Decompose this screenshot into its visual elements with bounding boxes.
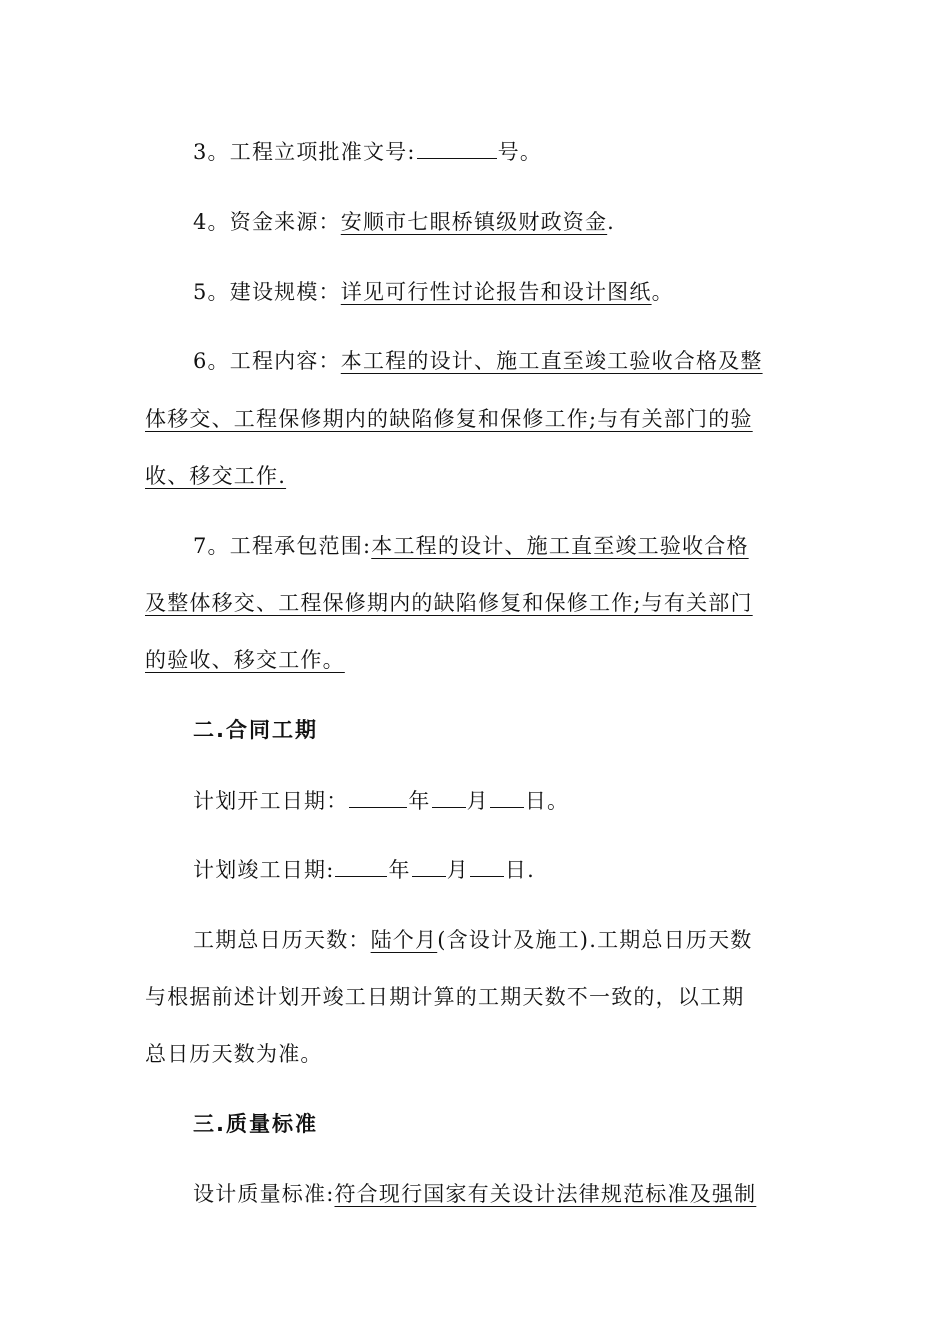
construction-scale-value: 详见可行性讨论报告和设计图纸 (340, 280, 652, 304)
approval-number-line (193, 138, 810, 166)
total-days-value: 陆个月 (370, 928, 438, 952)
start-month-blank (432, 787, 466, 808)
funding-source-end: . (607, 210, 616, 234)
contract-scope-label: 7。工程承包范围: (193, 534, 372, 558)
planned-completion-label: 计划竣工日期: (193, 858, 335, 882)
contract-scope-line-3 (145, 646, 810, 674)
funding-source-line (193, 208, 810, 236)
construction-scale-line (193, 278, 810, 306)
start-day-blank (490, 787, 524, 808)
total-days-label: 工期总日历天数： (193, 928, 371, 952)
end-day-blank (470, 856, 504, 877)
end-month-blank (412, 856, 446, 877)
end-day-unit: 日. (504, 858, 535, 882)
end-year-unit: 年 (388, 858, 411, 882)
project-content-label: 6。工程内容： (193, 349, 341, 373)
end-month-unit: 月 (446, 858, 469, 882)
contract-scope-text-3: 的验收、移交工作。 (145, 648, 345, 672)
approval-number-blank (417, 138, 497, 159)
start-month-unit: 月 (466, 789, 489, 813)
section-quality-standard-heading: 三.质量标准 (193, 1112, 318, 1136)
contract-scope-line-1 (193, 532, 810, 560)
planned-completion-date-line (193, 856, 810, 884)
project-content-line-3 (145, 462, 810, 490)
project-content-text-1: 本工程的设计、施工直至竣工验收合格及整 (340, 349, 763, 373)
total-days-line-1 (193, 926, 810, 954)
approval-number-suffix: 号。 (497, 140, 543, 164)
total-days-line-3: 总日历天数为准。 (145, 1042, 323, 1066)
section-contract-period-heading: 二.合同工期 (193, 718, 318, 742)
start-day-unit: 日。 (524, 789, 570, 813)
total-days-line-2: 与根据前述计划开竣工日期计算的工期天数不一致的，以工期 (145, 985, 745, 1009)
end-year-blank (335, 856, 387, 877)
project-content-line-1 (193, 347, 810, 375)
start-year-blank (349, 787, 407, 808)
total-days-rest: (含设计及施工).工期总日历天数 (437, 928, 753, 952)
funding-source-value: 安顺市七眼桥镇级财政资金 (340, 210, 608, 234)
project-content-line-2 (145, 405, 810, 433)
planned-start-date-line (193, 787, 810, 815)
design-quality-line (193, 1180, 810, 1208)
contract-scope-text-2: 及整体移交、工程保修期内的缺陷修复和保修工作;与有关部门 (145, 591, 753, 615)
planned-start-label: 计划开工日期： (193, 789, 349, 813)
funding-source-label: 4。资金来源： (193, 210, 341, 234)
design-quality-label: 设计质量标准: (193, 1182, 335, 1206)
design-quality-value: 符合现行国家有关设计法律规范标准及强制 (334, 1182, 757, 1206)
contract-scope-line-2 (145, 589, 810, 617)
approval-number-label: 3。工程立项批准文号: (193, 140, 416, 164)
start-year-unit: 年 (408, 789, 431, 813)
project-content-text-2: 体移交、工程保修期内的缺陷修复和保修工作;与有关部门的验 (145, 407, 753, 431)
project-content-text-3: 收、移交工作. (145, 464, 287, 488)
construction-scale-label: 5。建设规模： (193, 280, 341, 304)
contract-scope-text-1: 本工程的设计、施工直至竣工验收合格 (371, 534, 749, 558)
construction-scale-end: 。 (651, 280, 674, 304)
